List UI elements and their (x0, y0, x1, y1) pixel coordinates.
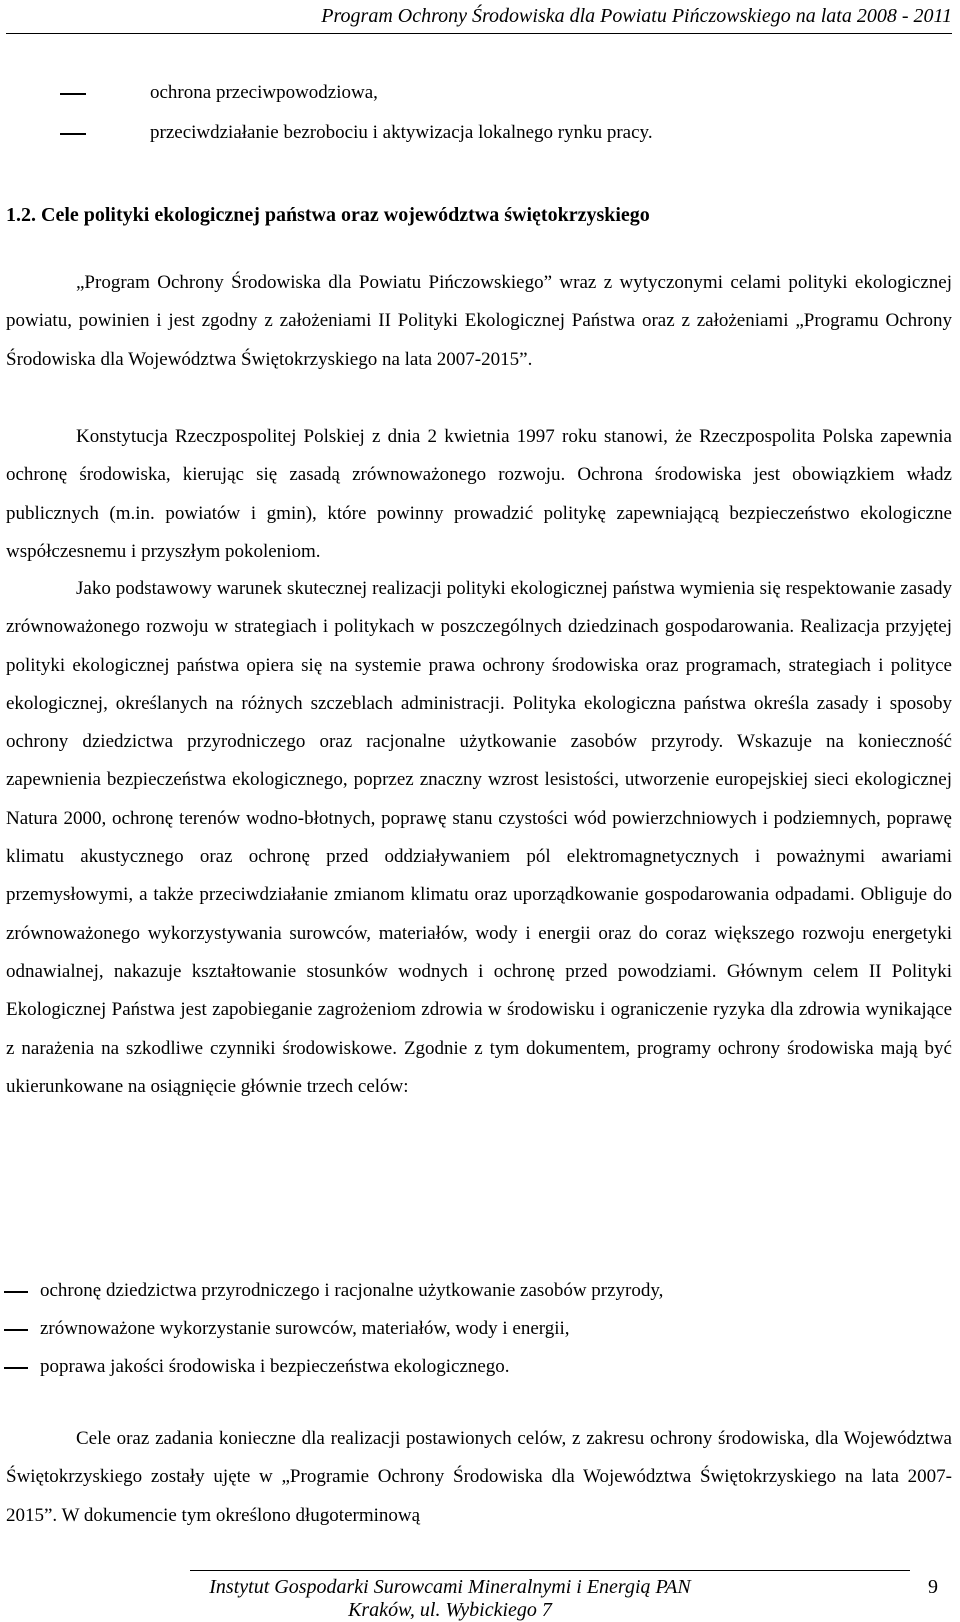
list-item-text: zrównoważone wykorzystanie surowców, materiałów, wody i energii, (40, 1318, 570, 1339)
footer-address: Kraków, ul. Wybickiego 7 (348, 1599, 552, 1621)
dash-bullet-icon (4, 1291, 28, 1293)
list-item (0, 1348, 960, 1386)
top-dash-list (0, 73, 960, 153)
list-item-text: ochronę dziedzictwa przyrodniczego i racjonalne użytkowanie zasobów przyrody, (40, 1280, 664, 1301)
list-item (0, 113, 960, 153)
list-item-text: poprawa jakości środowiska i bezpieczeństwa ekologicznego. (40, 1356, 510, 1377)
list-item (0, 1272, 960, 1310)
page-number: 9 (928, 1576, 938, 1598)
goals-dash-list (0, 1272, 960, 1386)
paragraph-constitution: Konstytucja Rzeczpospolitej Polskiej z dnia 2 kwietnia 1997 roku stanowi, że Rzeczpospolita Polska zapewnia ochronę środowiska, kierując się zasadą zrównoważonego rozwoju. Ochrona środowiska jest obowiązkiem władz publicznych (m.in. powiatów i gmin), które powinny prowadzić politykę zapewniającą bezpieczeństwo ekologiczne współczesnemu i przyszłym pokoleniom. (6, 426, 952, 562)
dash-bullet-icon (60, 93, 86, 95)
dash-bullet-icon (60, 133, 86, 135)
footer-rule (190, 1570, 910, 1571)
list-item (0, 73, 960, 113)
section-heading: 1.2. Cele polityki ekologicznej państwa oraz województwa świętokrzyskiego (6, 204, 650, 226)
dash-bullet-icon (4, 1329, 28, 1331)
list-item-text: ochrona przeciwpowodziowa, (150, 82, 378, 103)
list-item (0, 1310, 960, 1348)
footer-institute: Instytut Gospodarki Surowcami Mineralnymi i Energią PAN (209, 1576, 691, 1598)
paragraph-voivodeship-program: Cele oraz zadania konieczne dla realizacji postawionych celów, z zakresu ochrony środowiska, dla Województwa Świętokrzyskiego zostały ujęte w „Programie Ochrony Środowiska dla Województwa Świętokrzyskiego na lata 2007-2015”. W dokumencie tym określono długoterminową (6, 1428, 952, 1526)
paragraph-ecological-policy: Jako podstawowy warunek skutecznej realizacji polityki ekologicznej państwa wymienia się respektowanie zasady zrównoważonego rozwoju w strategiach i politykach w poszczególnych dziedzinach gospodarowania. Realizacja przyjętej polityki ekologicznej państwa opiera się na systemie prawa ochrony środowiska oraz programach, strategiach i polityce ekologicznej, określanych na różnych szczeblach administracji. Polityka ekologiczna państwa określa zasady i sposoby ochrony dziedzictwa przyrodniczego oraz racjonalne użytkowanie zasobów przyrody. Wskazuje na konieczność zapewnienia bezpieczeństwa ekologicznego, poprzez znaczny wzrost lesistości, utworzenie europejskiej sieci ekologicznej Natura 2000, ochronę terenów wodno-błotnych, poprawę stanu czystości wód powierzchniowych i podziemnych, poprawę klimatu akustycznego oraz ochronę przed oddziaływaniem pól elektromagnetycznych i poważnymi awariami przemysłowymi, a także przeciwdziałanie zmianom klimatu oraz uporządkowanie gospodarowania odpadami. Obliguje do zrównoważonego wykorzystywania surowców, materiałów, wody i energii oraz do coraz większego rozwoju energetyki odnawialnej, nakazuje kształtowanie stosunków wodnych i ochronę przed powodziami. Głównym celem II Polityki Ekologicznej Państwa jest zapobieganie zagrożeniom zdrowia w środowisku i ograniczenie ryzyka dla zdrowia wynikające z narażenia na szkodliwe czynniki środowiskowe. Zgodnie z tym dokumentem, programy ochrony środowiska mają być ukierunkowane na osiągnięcie głównie trzech celów: (6, 578, 952, 1097)
paragraph-program-compliance: „Program Ochrony Środowiska dla Powiatu Pińczowskiego” wraz z wytyczonymi celami polityki ekologicznej powiatu, powinien i jest zgodny z założeniami II Polityki Ekologicznej Państwa oraz z założeniami „Programu Ochrony Środowiska dla Województwa Świętokrzyskiego na lata 2007-2015”. (6, 272, 952, 370)
header-rule (6, 33, 952, 34)
running-header: Program Ochrony Środowiska dla Powiatu Pińczowskiego na lata 2008 - 2011 (321, 5, 952, 27)
list-item-text: przeciwdziałanie bezrobociu i aktywizacja lokalnego rynku pracy. (150, 122, 653, 143)
dash-bullet-icon (4, 1367, 28, 1369)
